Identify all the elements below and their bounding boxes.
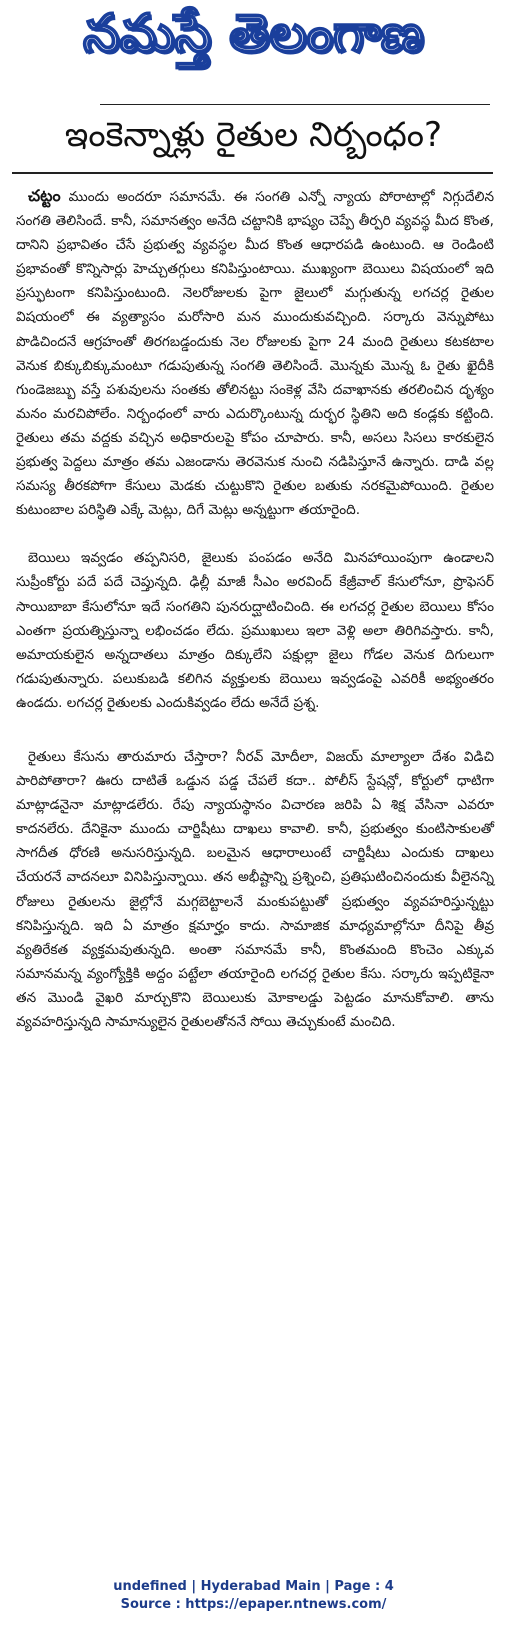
headline-top-rule — [100, 104, 490, 105]
source-link[interactable]: Source : https://epaper.ntnews.com/ — [120, 1597, 387, 1612]
headline-bottom-rule — [12, 172, 493, 174]
newspaper-logo: నమస్తే తెలంగాణ — [83, 3, 424, 64]
lead-word: చట్టం — [28, 186, 61, 205]
paragraph-2-text: బెయిలు ఇవ్వడం తప్పనిసరి, జైలుకు పంపడం అనేది మినహాయింపుగా ఉండాలని సుప్రీంకోర్టు పదే పదే చెప్తున్నది. ఢిల్లీ మాజీ సీఎం అరవింద్ కేజ్రీవాల్ కేసులోనూ, ప్రొఫెసర్ సాయిబాబా కేసులోనూ ఇదే సంగతిని పునరుద్ఘాటించింది. ఈ లగచర్ల రైతుల బెయిలు కోసం ఎంతగా ప్రయత్నిస్తున్నా లభించడం లేదు. ప్రముఖులు ఇలా వెళ్లి అలా తిరిగివస్తారు. కానీ, అమాయకులైన అన్నదాతలు మాత్రం దిక్కులేని పక్షుల్లా జైలు గోడల వెనుక దిగులుగా గడుపుతున్నారు. పలుకుబడి కలిగిన వ్యక్తులకు బెయిలు ఇవ్వడంపై ఎవరికీ అభ్యంతరం ఉండదు. లగచర్ల రైతులకు ఎందుకివ్వడం లేదు అనేదే ప్రశ్న. — [16, 550, 494, 711]
article-body — [16, 184, 494, 1060]
article-headline: ఇంకెన్నాళ్లు రైతుల నిర్బంధం? — [64, 115, 443, 155]
page-footer — [0, 1578, 507, 1614]
article-paragraph-3 — [16, 745, 494, 1034]
article-paragraph-1 — [16, 184, 494, 522]
edition-info: undefined | Hyderabad Main | Page : 4 — [113, 1579, 394, 1594]
paragraph-3-text: రైతులు కేసును తారుమారు చేస్తారా? నీరవ్ మోదీలా, విజయ్ మాల్యాలా దేశం విడిచి పారిపోతారా? ఊరు దాటితే ఒడ్డున పడ్డ చేపలే కదా.. పోలీస్ స్టేషన్లో, కోర్టులో ధాటిగా మాట్లాడనైనా మాట్లాడలేరు. రేపు న్యాయస్థానం విచారణ జరిపి ఏ శిక్ష వేసినా ఎవరూ కాదనలేరు. దేనికైనా ముందు చార్జిషీటు దాఖలు కావాలి. కానీ, ప్రభుత్వం కుంటిసాకులతో సాగదీత ధోరణి అనుసరిస్తున్నది. బలమైన ఆధారాలుంటే చార్జిషీటు ఎందుకు దాఖలు చేయరనే వాదనలూ వినిపిస్తున్నాయి. తన అభీష్టాన్ని ప్రశ్నించి, ప్రతిఘటించినందుకు వీలైనన్ని రోజులు రైతులను జైల్లోనే మగ్గబెట్టాలనే మంకుపట్టుతో ప్రభుత్వం వ్యవహరిస్తున్నట్టు కనిపిస్తున్నది. ఇది ఏ మాత్రం క్షమార్హం కాదు. సామాజిక మాధ్యమాల్లోనూ దీనిపై తీవ్ర వ్యతిరేకత వ్యక్తమవుతున్నది. అంతా సమానమే కానీ, కొంతమంది కొంచెం ఎక్కువ సమానమన్న వ్యంగ్యోక్తికి అద్దం పట్టేలా తయారైంది లగచర్ల రైతుల కేసు. సర్కారు ఇప్పటికైనా తన మొండి వైఖరి మార్చుకొని బెయిలుకు మోకాలడ్డు పెట్టడం మానుకోవాలి. తాను వ్యవహరిస్తున్నది సామాన్యులైన రైతులతోననే సోయి తెచ్చుకుంటే మంచిది. — [16, 748, 494, 1030]
masthead — [0, 0, 507, 80]
paragraph-1-text: ముందు అందరూ సమానమే. ఈ సంగతి ఎన్నో న్యాయ పోరాటాల్లో నిగ్గుదేలిన సంగతి తెలిసిందే. కానీ, సమానత్వం అనేది చట్టానికి భాష్యం చెప్పే తీర్పరి వ్యవస్థ మీద కొంత, దానిని ప్రభావితం చేసే ప్రభుత్వ వ్యవస్థల మీద కొంత ఆధారపడి ఉంటుంది. ఆ రెండింటి ప్రభావంతో కొన్నిసార్లు హెచ్చుతగ్గులు కనిపిస్తుంటాయి. ముఖ్యంగా బెయిలు విషయంలో ఇది ప్రస్ఫుటంగా కనిపిస్తుంటుంది. నెలరోజులకు పైగా జైలులో మగ్గుతున్న లగచర్ల రైతుల విషయంలో ఈ వ్యత్యాసం మరోసారి మన ముందుకువచ్చింది. సర్కారు వెన్నుపోటు పొడిచిందనే ఆగ్రహంతో తిరగబడ్డందుకు నెల రోజులకు పైగా 24 మంది రైతులు కటకటాల వెనుక బిక్కుబిక్కుమంటూ గడుపుతున్న సంగతి తెలిసిందే. మొన్నకు మొన్న ఓ రైతు ఖైదీకి గుండెజబ్బు వస్తే పశువులను సంతకు తోలినట్టు సంకెళ్ల వేసి దవాఖానకు తరలించిన దృశ్యం మనం మరచిపోలేం. నిర్బంధంలో వారు ఎదుర్కొంటున్న దుర్భర స్థితిని అది కండ్లకు కట్టింది. రైతులు తమ వద్దకు వచ్చిన అధికారులపై కోపం చూపారు. కానీ, అసలు సిసలు కారకులైన ప్రభుత్వ పెద్దలు మాత్రం తమ ఎజండాను తెరవెనుక నుంచి నడిపిస్తూనే ఉన్నారు. దాడి వల్ల సమస్య తీరకపోగా కేసులు మెడకు చుట్టుకొని రైతుల బతుకు నరకమైపోయింది. రైతుల కుటుంబాల పరిస్థితి ఎక్కే మెట్లు, దిగే మెట్లు అన్నట్టుగా తయారైంది. — [16, 189, 494, 519]
article-paragraph-2 — [16, 546, 494, 715]
